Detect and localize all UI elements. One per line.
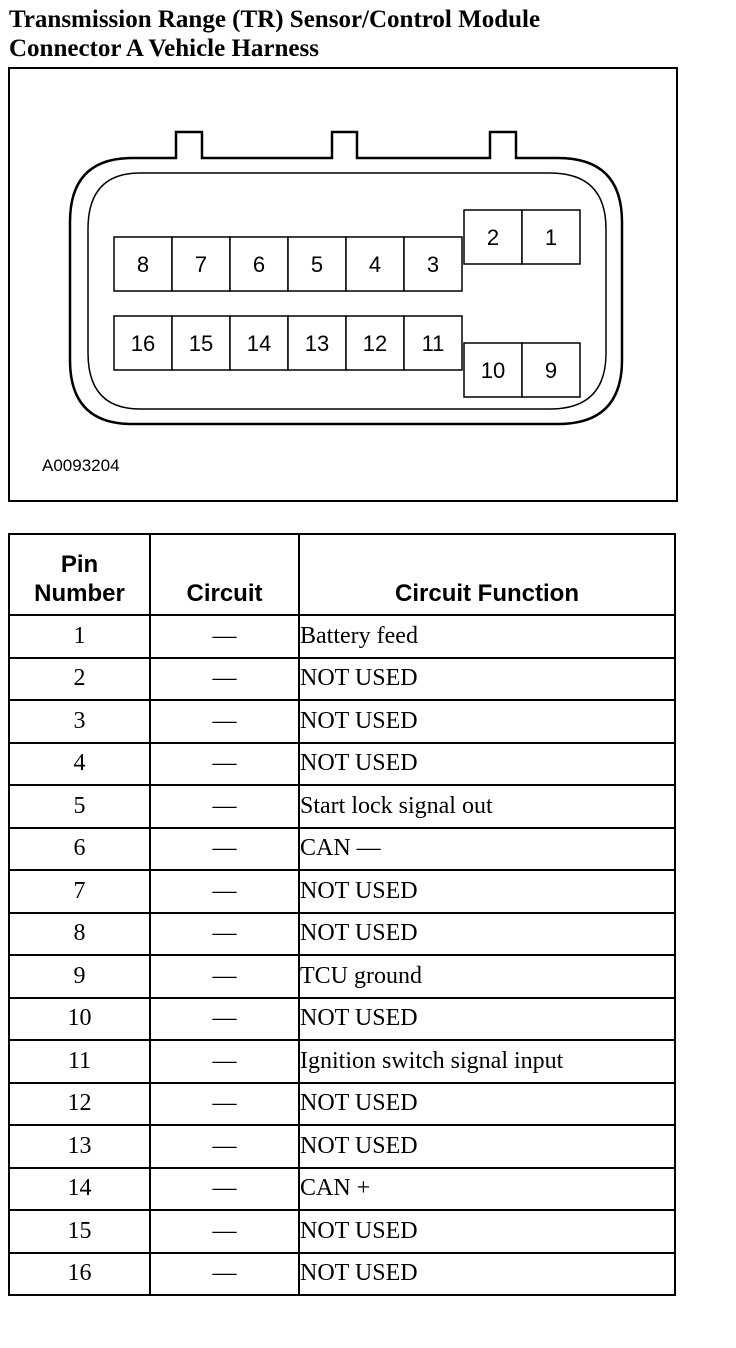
pin-label-1: 1 xyxy=(544,225,558,250)
circuit-function-cell: NOT USED xyxy=(299,658,675,701)
pin-label-7: 7 xyxy=(194,252,208,277)
pin-label-5: 5 xyxy=(310,252,324,277)
pin-label-3: 3 xyxy=(426,252,440,277)
pin-label-9: 9 xyxy=(544,358,558,383)
table-row xyxy=(9,913,675,956)
circuit-function-cell: NOT USED xyxy=(299,743,675,786)
circuit-cell: — xyxy=(150,870,299,913)
circuit-header: Circuit xyxy=(150,534,299,615)
pin-number-cell: 10 xyxy=(9,998,150,1041)
table-row xyxy=(9,700,675,743)
circuit-cell: — xyxy=(150,1083,299,1126)
pin-number-cell: 8 xyxy=(9,913,150,956)
circuit-cell: — xyxy=(150,1253,299,1296)
circuit-cell: — xyxy=(150,1168,299,1211)
pin-number-cell: 7 xyxy=(9,870,150,913)
circuit-function-cell: Ignition switch signal input xyxy=(299,1040,675,1083)
circuit-function-cell: CAN + xyxy=(299,1168,675,1211)
table-row xyxy=(9,658,675,701)
circuit-cell: — xyxy=(150,913,299,956)
pin-header-line-2: Number xyxy=(34,580,125,607)
circuit-function-cell: Battery feed xyxy=(299,615,675,658)
table-row xyxy=(9,1253,675,1296)
circuit-cell: — xyxy=(150,743,299,786)
pin-number-header xyxy=(9,534,150,615)
pin-label-4: 4 xyxy=(368,252,382,277)
circuit-function-header: Circuit Function xyxy=(299,534,675,615)
pin-label-6: 6 xyxy=(252,252,266,277)
document-title xyxy=(9,5,709,63)
table-row xyxy=(9,615,675,658)
pin-number-cell: 5 xyxy=(9,785,150,828)
circuit-cell: — xyxy=(150,785,299,828)
circuit-function-cell: NOT USED xyxy=(299,1083,675,1126)
connector-diagram-frame xyxy=(8,67,678,502)
pin-label-2: 2 xyxy=(486,225,500,250)
table-header-row xyxy=(9,534,675,615)
pin-label-12: 12 xyxy=(362,331,388,356)
pin-number-cell: 3 xyxy=(9,700,150,743)
pin-function-table xyxy=(8,533,676,1296)
pin-label-13: 13 xyxy=(304,331,330,356)
circuit-cell: — xyxy=(150,700,299,743)
circuit-function-cell: NOT USED xyxy=(299,1210,675,1253)
pin-number-cell: 12 xyxy=(9,1083,150,1126)
title-line-1: Transmission Range (TR) Sensor/Control Module xyxy=(9,6,541,33)
circuit-cell: — xyxy=(150,1040,299,1083)
circuit-cell: — xyxy=(150,658,299,701)
pin-label-10: 10 xyxy=(480,358,506,383)
pin-header-line-1: Pin xyxy=(60,551,99,578)
title-line-2: Connector A Vehicle Harness xyxy=(9,35,319,62)
table-row xyxy=(9,955,675,998)
table-row xyxy=(9,1040,675,1083)
pin-number-cell: 13 xyxy=(9,1125,150,1168)
pin-number-cell: 4 xyxy=(9,743,150,786)
table-row xyxy=(9,1168,675,1211)
circuit-cell: — xyxy=(150,828,299,871)
circuit-function-cell: NOT USED xyxy=(299,1125,675,1168)
pin-number-cell: 9 xyxy=(9,955,150,998)
table-row xyxy=(9,743,675,786)
pin-label-8: 8 xyxy=(136,252,150,277)
circuit-cell: — xyxy=(150,615,299,658)
connector-diagram xyxy=(10,69,676,500)
circuit-function-cell: CAN — xyxy=(299,828,675,871)
circuit-function-cell: NOT USED xyxy=(299,870,675,913)
pin-label-11: 11 xyxy=(421,331,445,356)
circuit-cell: — xyxy=(150,955,299,998)
table-row xyxy=(9,998,675,1041)
circuit-function-cell: NOT USED xyxy=(299,700,675,743)
pin-cell-group xyxy=(114,210,580,397)
circuit-cell: — xyxy=(150,998,299,1041)
table-row xyxy=(9,1125,675,1168)
table-row xyxy=(9,1083,675,1126)
pin-number-cell: 11 xyxy=(9,1040,150,1083)
circuit-cell: — xyxy=(150,1210,299,1253)
pin-label-16: 16 xyxy=(130,331,156,356)
table-row xyxy=(9,870,675,913)
pin-label-14: 14 xyxy=(246,331,272,356)
table-row xyxy=(9,1210,675,1253)
circuit-function-cell: NOT USED xyxy=(299,998,675,1041)
pin-label-15: 15 xyxy=(188,331,214,356)
figure-id: A0093204 xyxy=(42,456,120,475)
circuit-function-cell: Start lock signal out xyxy=(299,785,675,828)
pin-number-cell: 15 xyxy=(9,1210,150,1253)
circuit-function-cell: TCU ground xyxy=(299,955,675,998)
circuit-function-cell: NOT USED xyxy=(299,1253,675,1296)
circuit-function-cell: NOT USED xyxy=(299,913,675,956)
table-body xyxy=(9,615,675,1295)
pin-number-cell: 2 xyxy=(9,658,150,701)
pin-number-cell: 1 xyxy=(9,615,150,658)
pin-number-cell: 16 xyxy=(9,1253,150,1296)
pin-number-cell: 6 xyxy=(9,828,150,871)
pin-number-cell: 14 xyxy=(9,1168,150,1211)
table-row xyxy=(9,785,675,828)
circuit-cell: — xyxy=(150,1125,299,1168)
table-row xyxy=(9,828,675,871)
